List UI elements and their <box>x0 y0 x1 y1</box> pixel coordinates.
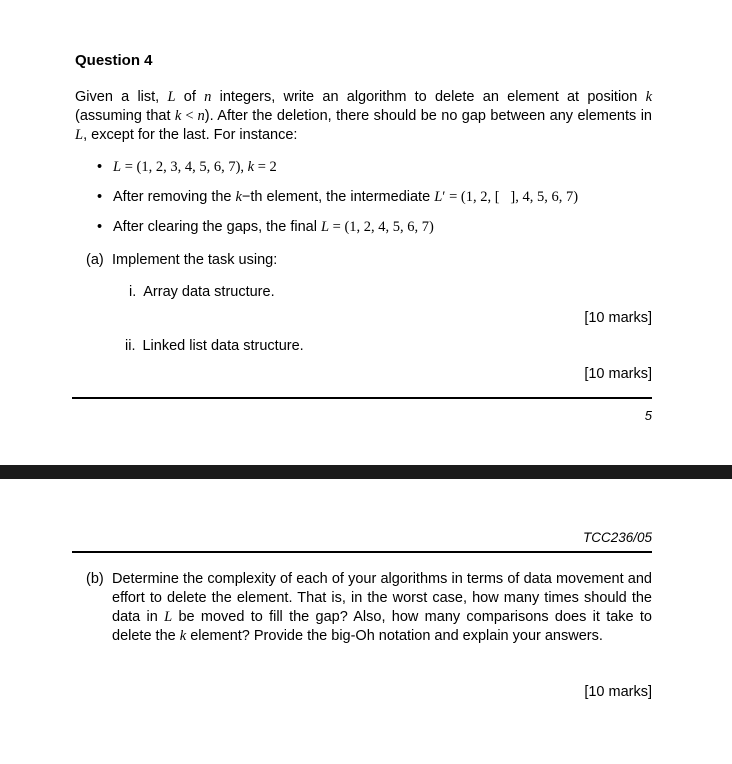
part-a-text: Implement the task using: <box>112 252 278 268</box>
subitem-ii <box>125 337 304 356</box>
part-b <box>86 570 652 646</box>
page2-header-rule <box>72 551 652 553</box>
question-heading: Question 4 <box>75 52 153 69</box>
bullet-text: After removing the k−th element, the intermediate L′ = (1, 2, [ ], 4, 5, 6, 7) <box>113 189 579 205</box>
part-b-text: Determine the complexity of each of your algorithms in terms of data movement and effort to delete the element. That is, in the worst case, how many times should the data in L be moved to fill the gap? Also, how many comparisons does it take to delete the k element? Provide the big-Oh notation and explain your answers. <box>112 571 652 644</box>
question-intro: Given a list, L of n integers, write an algorithm to delete an element at position k (assuming that k < n). After the deletion, there should be no gap between any elements in L, except for the last. For instance: <box>75 89 652 143</box>
bullet-item-final-list <box>97 218 653 237</box>
bullet-dot-icon: • <box>97 159 103 175</box>
bullet-item-intermediate-list <box>97 188 653 207</box>
part-b-label: (b) <box>86 571 104 587</box>
bullet-dot-icon: • <box>97 189 103 205</box>
page-separator-bar <box>0 465 732 479</box>
subitem-i <box>129 283 275 302</box>
marks-part-b: [10 marks] <box>584 684 652 700</box>
part-a-label: (a) <box>86 252 104 268</box>
marks-array: [10 marks] <box>584 310 652 326</box>
bullet-text: After clearing the gaps, the final L = (1, 2, 4, 5, 6, 7) <box>113 219 434 235</box>
bullet-list <box>97 158 653 248</box>
subitem-ii-text: Linked list data structure. <box>142 338 304 354</box>
part-a <box>86 251 277 270</box>
page-number: 5 <box>644 408 652 423</box>
course-code-header: TCC236/05 <box>582 530 652 545</box>
subitem-ii-label: ii. <box>125 338 136 354</box>
subitem-i-text: Array data structure. <box>143 284 275 300</box>
subitem-i-label: i. <box>129 284 137 300</box>
page1-footer-rule <box>72 397 652 399</box>
bullet-dot-icon: • <box>97 219 103 235</box>
bullet-item-example-list <box>97 158 653 177</box>
marks-linked-list: [10 marks] <box>584 366 652 382</box>
bullet-text: L = (1, 2, 3, 4, 5, 6, 7), k = 2 <box>113 159 277 175</box>
